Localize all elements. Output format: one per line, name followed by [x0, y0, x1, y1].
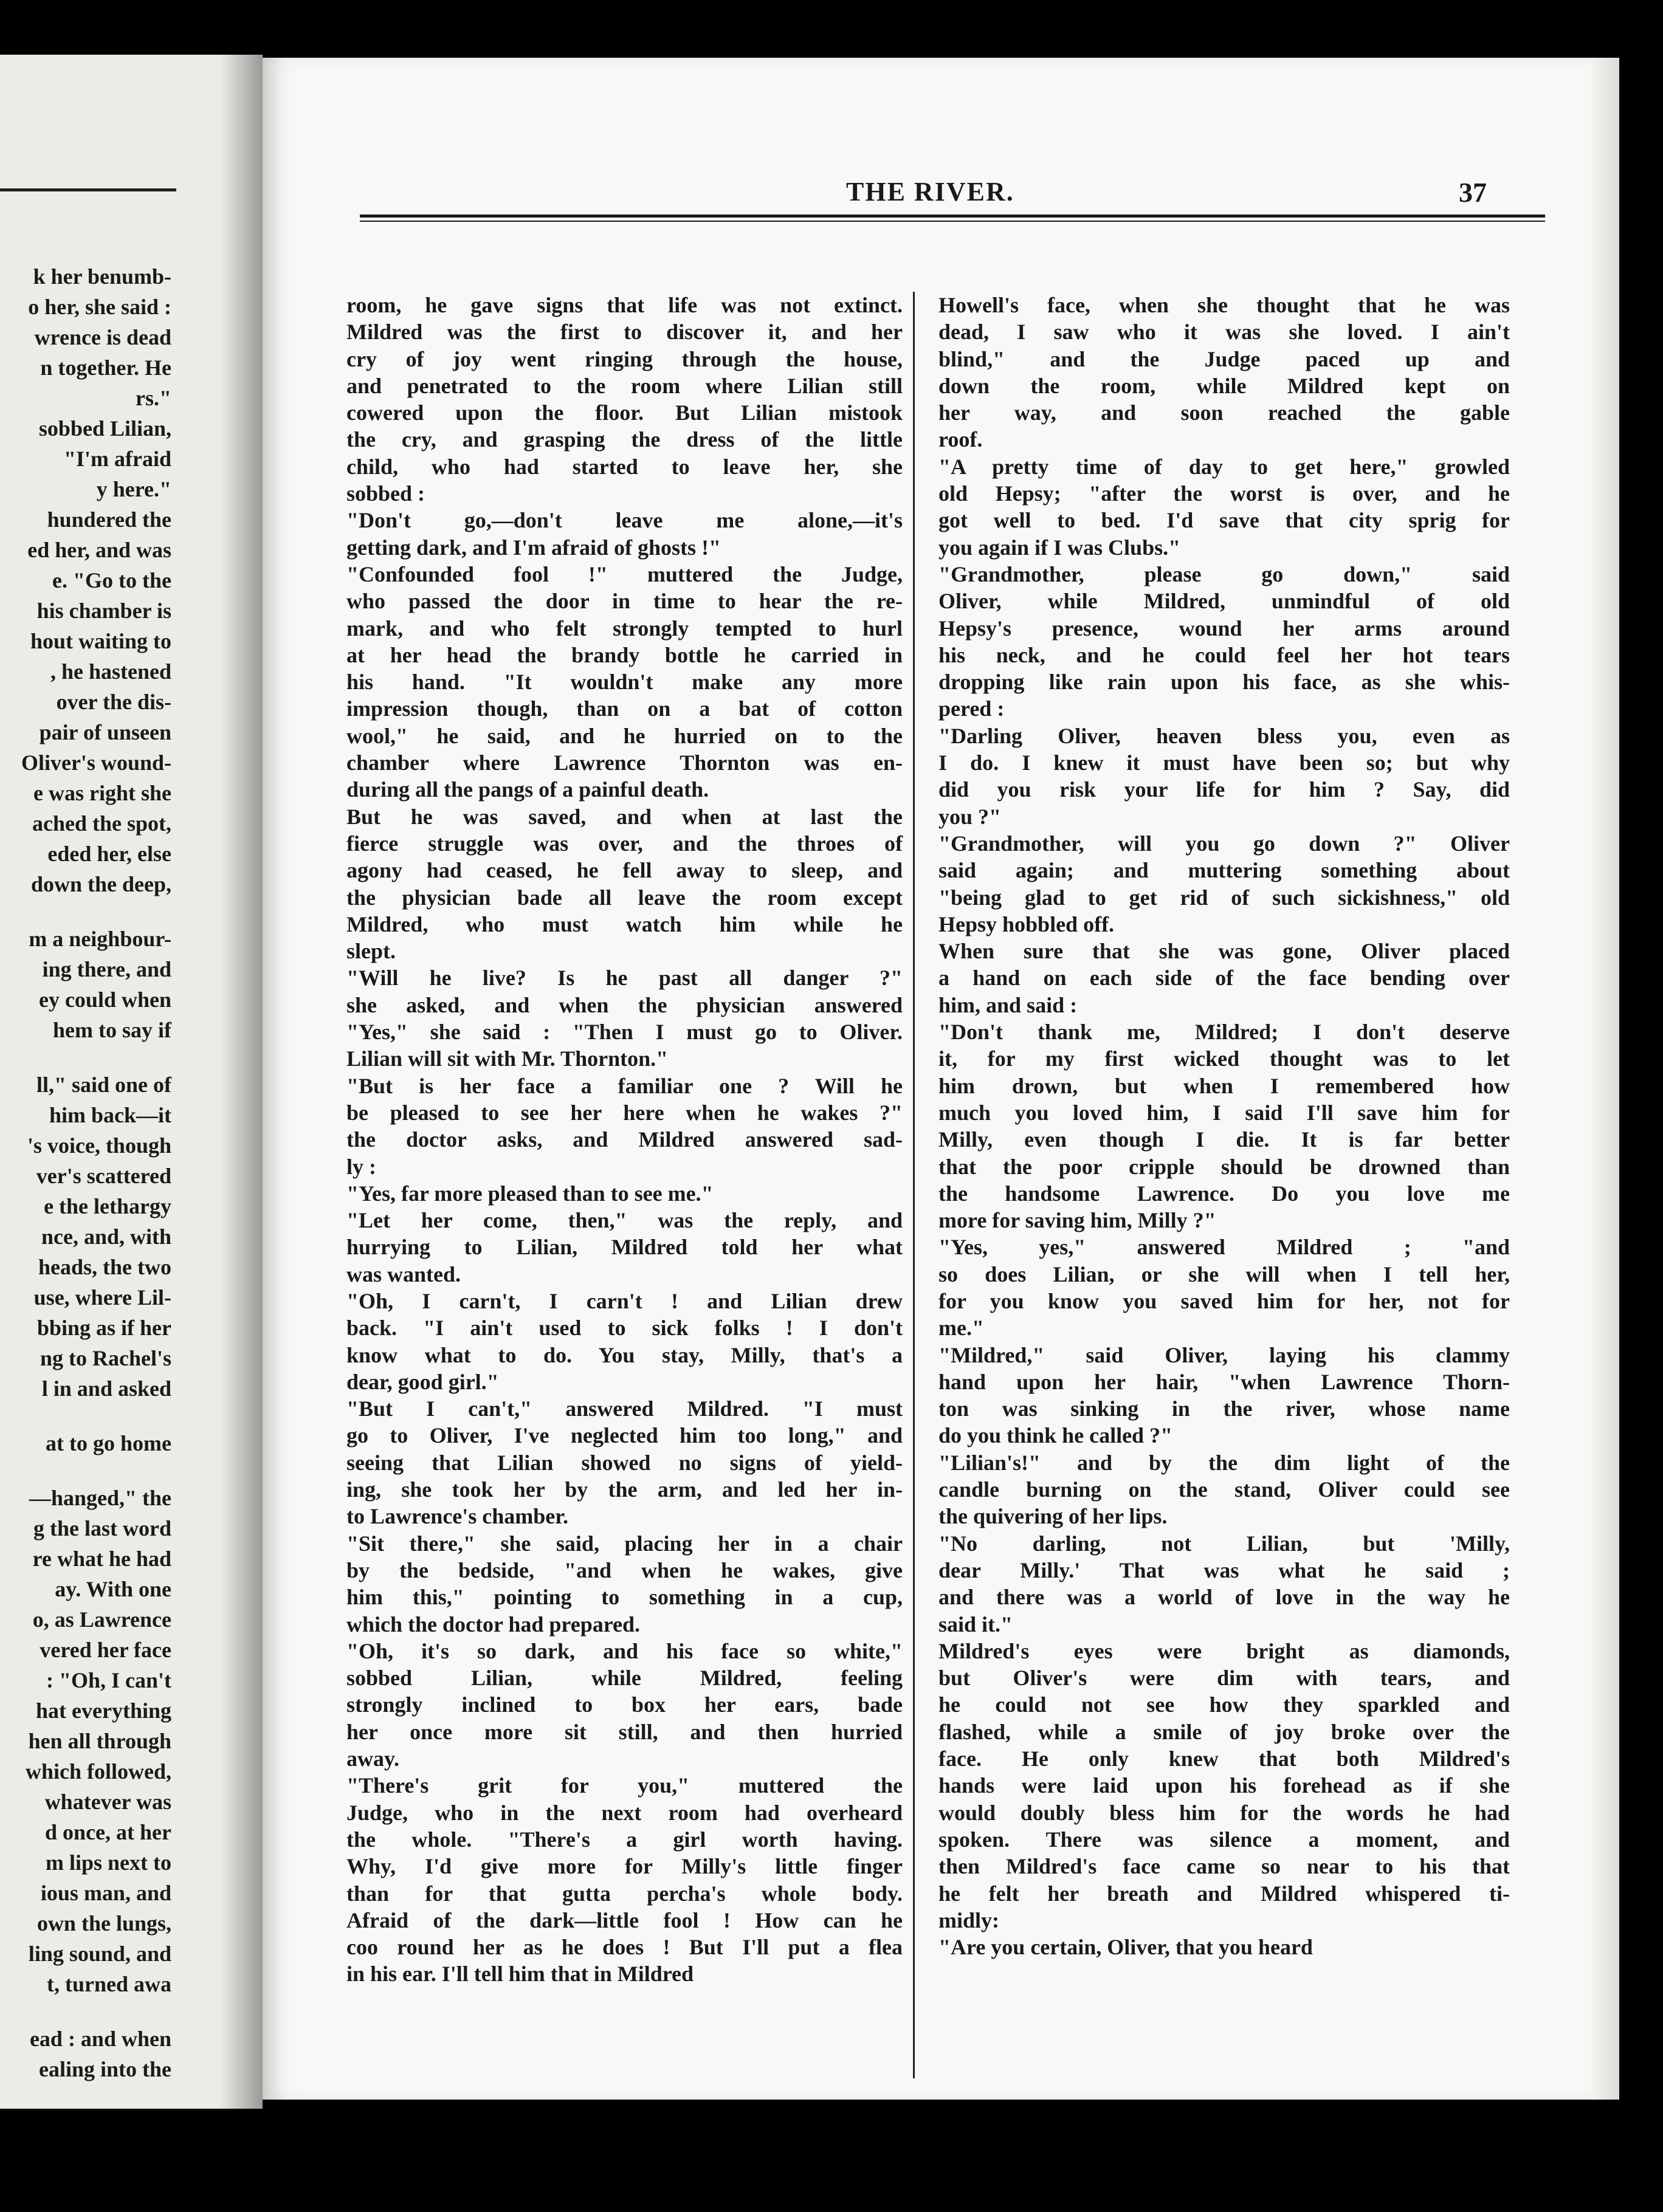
paragraph-gap	[0, 1458, 171, 1483]
text-line: "Mildred," said Oliver, laying his clammy	[938, 1342, 1510, 1367]
text-line: at her head the brandy bottle he carried in	[346, 642, 903, 667]
text-line: ing, she took her by the arm, and led her in-	[346, 1477, 903, 1502]
text-line: blind," and the Judge paced up and	[938, 346, 1510, 371]
text-line: do you think he called ?"	[938, 1423, 1173, 1448]
paragraph-gap	[0, 1045, 171, 1070]
column-divider	[913, 292, 915, 2078]
text-line: much you loved him, I said I'll save him for	[938, 1100, 1510, 1125]
text-line: which the doctor had prepared.	[346, 1612, 641, 1637]
text-line: hurrying to Lilian, Mildred told her what	[346, 1235, 903, 1260]
text-line: then Mildred's face came so near to his that	[938, 1854, 1510, 1879]
text-line: nce, and, with	[41, 1224, 171, 1249]
text-line: face. He only knew that both Mildred's	[938, 1747, 1510, 1771]
text-line: sobbed Lilian, while Mildred, feeling	[346, 1666, 903, 1691]
text-line: her way, and soon reached the gable	[938, 400, 1510, 425]
text-line: Afraid of the dark—little fool ! How can he	[346, 1908, 903, 1932]
text-line: her once more sit still, and then hurried	[346, 1719, 903, 1744]
text-line: hand upon her hair, "when Lawrence Thorn-	[938, 1369, 1510, 1394]
text-line: e was right she	[33, 781, 171, 805]
text-line: him drown, but when I remembered how	[938, 1073, 1510, 1098]
text-column-right	[938, 292, 1510, 1960]
text-line: chamber where Lawrence Thornton was en-	[346, 750, 903, 775]
text-line: bbing as if her	[36, 1316, 171, 1340]
text-line: ton was sinking in the river, whose name	[938, 1396, 1510, 1421]
text-line: pered :	[938, 696, 1005, 721]
text-line: "There's grit for you," muttered the	[346, 1773, 903, 1798]
text-line: and penetrated to the room where Lilian still	[346, 373, 903, 398]
text-line: "Darling Oliver, heaven bless you, even as	[938, 723, 1510, 748]
text-line: the cry, and grasping the dress of the little	[346, 427, 903, 452]
text-line: fierce struggle was over, and the throes of	[346, 831, 903, 856]
text-line: his hand. "It wouldn't make any more	[346, 670, 903, 695]
text-line: coo round her as he does ! But I'll put a flea	[346, 1935, 903, 1960]
text-line: to Lawrence's chamber.	[346, 1504, 568, 1529]
text-line: slept.	[346, 939, 396, 964]
text-line: dear, good girl."	[346, 1369, 499, 1394]
text-line: Oliver, while Mildred, unmindful of old	[938, 589, 1510, 614]
text-line: "Lilian's!" and by the dim light of the	[938, 1450, 1510, 1475]
text-line: "Don't go,—don't leave me alone,—it's	[346, 508, 903, 533]
text-line: y here."	[96, 477, 171, 501]
text-column-left	[346, 292, 903, 1988]
text-line: ealing into the	[38, 2057, 171, 2081]
text-line: o, as Lawrence	[32, 1607, 171, 1632]
left-page-text-column	[0, 261, 171, 2084]
text-line: Judge, who in the next room had overheard	[346, 1800, 903, 1825]
text-line: midly:	[938, 1908, 1000, 1932]
text-line: be pleased to see her here when he wakes ?"	[346, 1100, 903, 1125]
text-line: cry of joy went ringing through the house,	[346, 346, 903, 371]
text-line: cowered upon the floor. But Lilian mistook	[346, 400, 903, 425]
text-line: m a neighbour-	[29, 927, 171, 951]
text-line: was wanted.	[346, 1262, 461, 1286]
text-line: 's voice, though	[27, 1133, 171, 1158]
text-line: "But is her face a familiar one ? Will he	[346, 1073, 903, 1098]
text-line: dear Milly.' That was what he said ;	[938, 1558, 1510, 1582]
text-line: ead : and when	[29, 2027, 171, 2051]
text-line: back. "I ain't used to sick folks ! I don't	[346, 1316, 903, 1341]
text-line: But he was saved, and when at last the	[346, 804, 903, 829]
paragraph-gap	[0, 1999, 171, 2024]
text-line: Hepsy's presence, wound her arms around	[938, 616, 1510, 641]
text-line: that the poor cripple should be drowned than	[938, 1154, 1510, 1179]
text-line: ey could when	[38, 987, 171, 1012]
text-line: ed her, and was	[27, 538, 171, 562]
text-line: —hanged," the	[29, 1486, 171, 1510]
running-head: THE RIVER.	[846, 177, 1014, 207]
text-line: wrence is dead	[34, 325, 171, 349]
text-line: Hepsy hobbled off.	[938, 912, 1115, 936]
text-line: I do. I knew it must have been so; but why	[938, 750, 1510, 775]
text-line: dead, I saw who it was she loved. I ain't	[938, 320, 1510, 345]
text-line: "Let her come, then," was the reply, and	[346, 1208, 903, 1233]
text-line: pair of unseen	[39, 720, 171, 744]
text-line: flashed, while a smile of joy broke over the	[938, 1719, 1510, 1744]
text-line: the physician bade all leave the room except	[346, 885, 903, 910]
left-page-header-rule	[0, 188, 176, 191]
text-line: Oliver's wound-	[21, 750, 171, 775]
text-line: , he hastened	[50, 659, 171, 684]
text-line: go to Oliver, I've neglected him too long," and	[346, 1423, 903, 1448]
text-line: but Oliver's were dim with tears, and	[938, 1666, 1510, 1691]
text-line: him, and said :	[938, 992, 1078, 1017]
text-line: hout waiting to	[30, 629, 171, 653]
text-line: mark, and who felt strongly tempted to hurl	[346, 616, 903, 641]
text-line: the quivering of her lips.	[938, 1504, 1168, 1529]
text-line: "Sit there," she said, placing her in a chair	[346, 1531, 903, 1556]
page-number: 37	[1459, 177, 1487, 208]
text-line: Why, I'd give more for Milly's little finger	[346, 1854, 903, 1879]
text-line: during all the pangs of a painful death.	[346, 777, 709, 802]
text-line: "Yes, far more pleased than to see me."	[346, 1181, 714, 1206]
text-line: ay. With one	[55, 1577, 171, 1601]
text-line: use, where Lil-	[33, 1285, 171, 1310]
text-line: k her benumb-	[33, 264, 171, 289]
text-line: t, turned awa	[47, 1972, 171, 1996]
text-line: own the lungs,	[36, 1911, 171, 1935]
text-line: "being glad to get rid of such sickishness," old	[938, 885, 1510, 910]
text-line: said it."	[938, 1612, 1013, 1637]
text-line: old Hepsy; "after the worst is over, and he	[938, 481, 1510, 506]
text-line: than for that gutta percha's whole body.	[346, 1881, 903, 1906]
text-line: ing there, and	[42, 957, 171, 981]
text-line: rs."	[136, 386, 171, 410]
text-line: did you risk your life for him ? Say, did	[938, 777, 1510, 802]
text-line: candle burning on the stand, Oliver could see	[938, 1477, 1510, 1502]
text-line: his chamber is	[36, 599, 171, 623]
text-line: strongly inclined to box her ears, bade	[346, 1692, 903, 1717]
text-line: eded her, else	[47, 842, 171, 866]
text-line: Lilian will sit with Mr. Thornton."	[346, 1046, 669, 1071]
text-line: "A pretty time of day to get here," growled	[938, 454, 1510, 479]
text-line: "Will he live? Is he past all danger ?"	[346, 966, 903, 991]
previous-page-fragment	[0, 55, 263, 2109]
text-line: at to go home	[46, 1431, 171, 1455]
text-line: down the deep,	[30, 872, 171, 896]
text-line: "Oh, I carn't, I carn't ! and Lilian drew	[346, 1288, 903, 1313]
text-line: he felt her breath and Mildred whispered ti-	[938, 1881, 1510, 1906]
text-line: "Grandmother, will you go down ?" Oliver	[938, 831, 1510, 856]
text-line: Milly, even though I die. It is far better	[938, 1127, 1510, 1152]
text-line: which followed,	[25, 1759, 171, 1784]
text-line: dropping like rain upon his face, as she whis-	[938, 670, 1510, 695]
text-line: for you know you saved him for her, not for	[938, 1288, 1510, 1313]
text-line: a hand on each side of the face bending over	[938, 966, 1510, 991]
text-line: Mildred, who must watch him while he	[346, 912, 903, 936]
text-line: "Grandmother, please go down," said	[938, 562, 1510, 586]
text-line: hands were laid upon his forehead as if she	[938, 1773, 1510, 1798]
text-line: more for saving him, Milly ?"	[938, 1208, 1216, 1233]
text-line: "But I can't," answered Mildred. "I must	[346, 1396, 903, 1421]
text-line: : "Oh, I can't	[46, 1668, 171, 1692]
text-line: ng to Rachel's	[40, 1346, 171, 1370]
text-line: said again; and muttering something about	[938, 858, 1510, 883]
text-line: sobbed :	[346, 481, 425, 506]
text-line: spoken. There was silence a moment, and	[938, 1827, 1510, 1852]
text-line: who passed the door in time to hear the re-	[346, 589, 903, 614]
text-line: hundered the	[47, 507, 171, 532]
text-line: you again if I was Clubs."	[938, 535, 1181, 560]
text-line: o her, she said :	[28, 295, 171, 319]
text-line: vered her face	[40, 1638, 171, 1662]
header-rule	[360, 215, 1545, 218]
text-line: ached the spot,	[32, 811, 171, 836]
text-line: over the dis-	[56, 690, 171, 714]
paragraph-gap	[0, 899, 171, 924]
text-line: the whole. "There's a girl worth having.	[346, 1827, 903, 1852]
text-line: know what to do. You stay, Milly, that's a	[346, 1342, 903, 1367]
text-line: "No darling, not Lilian, but 'Milly,	[938, 1531, 1510, 1556]
text-line: ling sound, and	[28, 1942, 171, 1966]
text-line: ver's scattered	[36, 1164, 171, 1188]
text-line: hen all through	[28, 1729, 171, 1753]
text-line: agony had ceased, he fell away to sleep, and	[346, 858, 903, 883]
text-line: "Are you certain, Oliver, that you heard	[938, 1935, 1313, 1960]
text-line: "Yes, yes," answered Mildred ; "and	[938, 1235, 1510, 1260]
text-line: g the last word	[33, 1516, 171, 1540]
page-37	[263, 58, 1619, 2100]
text-line: me."	[938, 1316, 984, 1341]
text-line: room, he gave signs that life was not extinct.	[346, 293, 903, 317]
text-line: whatever was	[44, 1790, 171, 1814]
text-line: hem to say if	[53, 1018, 171, 1042]
text-line: m lips next to	[46, 1850, 171, 1875]
page-edge	[1591, 58, 1619, 2100]
text-line: l in and asked	[41, 1376, 171, 1401]
text-line: would doubly bless him for the words he had	[938, 1800, 1510, 1825]
text-line: "Don't thank me, Mildred; I don't deserve	[938, 1020, 1510, 1045]
text-line: it, for my first wicked thought was to let	[938, 1046, 1510, 1071]
text-line: heads, the two	[38, 1255, 171, 1279]
text-line: got well to bed. I'd save that city sprig for	[938, 508, 1510, 533]
text-line: sobbed Lilian,	[38, 416, 171, 441]
text-line: him back—it	[49, 1103, 171, 1127]
text-line: d once, at her	[45, 1820, 171, 1844]
text-line: e. "Go to the	[52, 568, 171, 592]
text-line: Howell's face, when she thought that he was	[938, 293, 1510, 317]
text-line: his neck, and he could feel her hot tears	[938, 642, 1510, 667]
text-line: him this," pointing to something in a cup,	[346, 1585, 903, 1610]
text-line: hat everything	[36, 1698, 171, 1723]
text-line: Mildred's eyes were bright as diamonds,	[938, 1638, 1510, 1663]
paragraph-gap	[0, 1404, 171, 1428]
text-line: seeing that Lilian showed no signs of yield-	[346, 1450, 903, 1475]
text-line: Mildred was the first to discover it, and her	[346, 320, 903, 345]
text-line: "Oh, it's so dark, and his face so white,"	[346, 1638, 903, 1663]
text-line: e the lethargy	[44, 1194, 171, 1218]
text-line: "Yes," she said : "Then I must go to Oliver.	[346, 1020, 903, 1045]
text-line: roof.	[938, 427, 983, 452]
text-line: ll," said one of	[36, 1073, 171, 1097]
text-line: impression though, than on a bat of cotton	[346, 696, 903, 721]
text-line: n together. He	[40, 355, 171, 380]
header-rule-thin	[360, 221, 1545, 222]
text-line: "Confounded fool !" muttered the Judge,	[346, 562, 903, 586]
text-line: in his ear. I'll tell him that in Mildred	[346, 1962, 694, 1987]
book-gutter-shadow	[220, 55, 263, 2109]
text-line: "I'm afraid	[64, 447, 171, 471]
text-line: ious man, and	[40, 1881, 171, 1905]
text-line: she asked, and when the physician answered	[346, 992, 903, 1017]
text-line: the doctor asks, and Mildred answered sad-	[346, 1127, 903, 1152]
text-line: child, who had started to leave her, she	[346, 454, 903, 479]
text-line: down the room, while Mildred kept on	[938, 373, 1510, 398]
text-line: you ?"	[938, 804, 1002, 829]
text-line: and there was a world of love in the way he	[938, 1585, 1510, 1610]
text-line: he could not see how they sparkled and	[938, 1692, 1510, 1717]
text-line: ly :	[346, 1154, 376, 1179]
text-line: wool," he said, and he hurried on to the	[346, 723, 903, 748]
text-line: getting dark, and I'm afraid of ghosts !"	[346, 535, 721, 560]
text-line: so does Lilian, or she will when I tell her,	[938, 1262, 1510, 1286]
text-line: by the bedside, "and when he wakes, give	[346, 1558, 903, 1582]
text-line: away.	[346, 1747, 400, 1771]
text-line: When sure that she was gone, Oliver placed	[938, 939, 1510, 964]
text-line: the handsome Lawrence. Do you love me	[938, 1181, 1510, 1206]
text-line: re what he had	[32, 1547, 171, 1571]
